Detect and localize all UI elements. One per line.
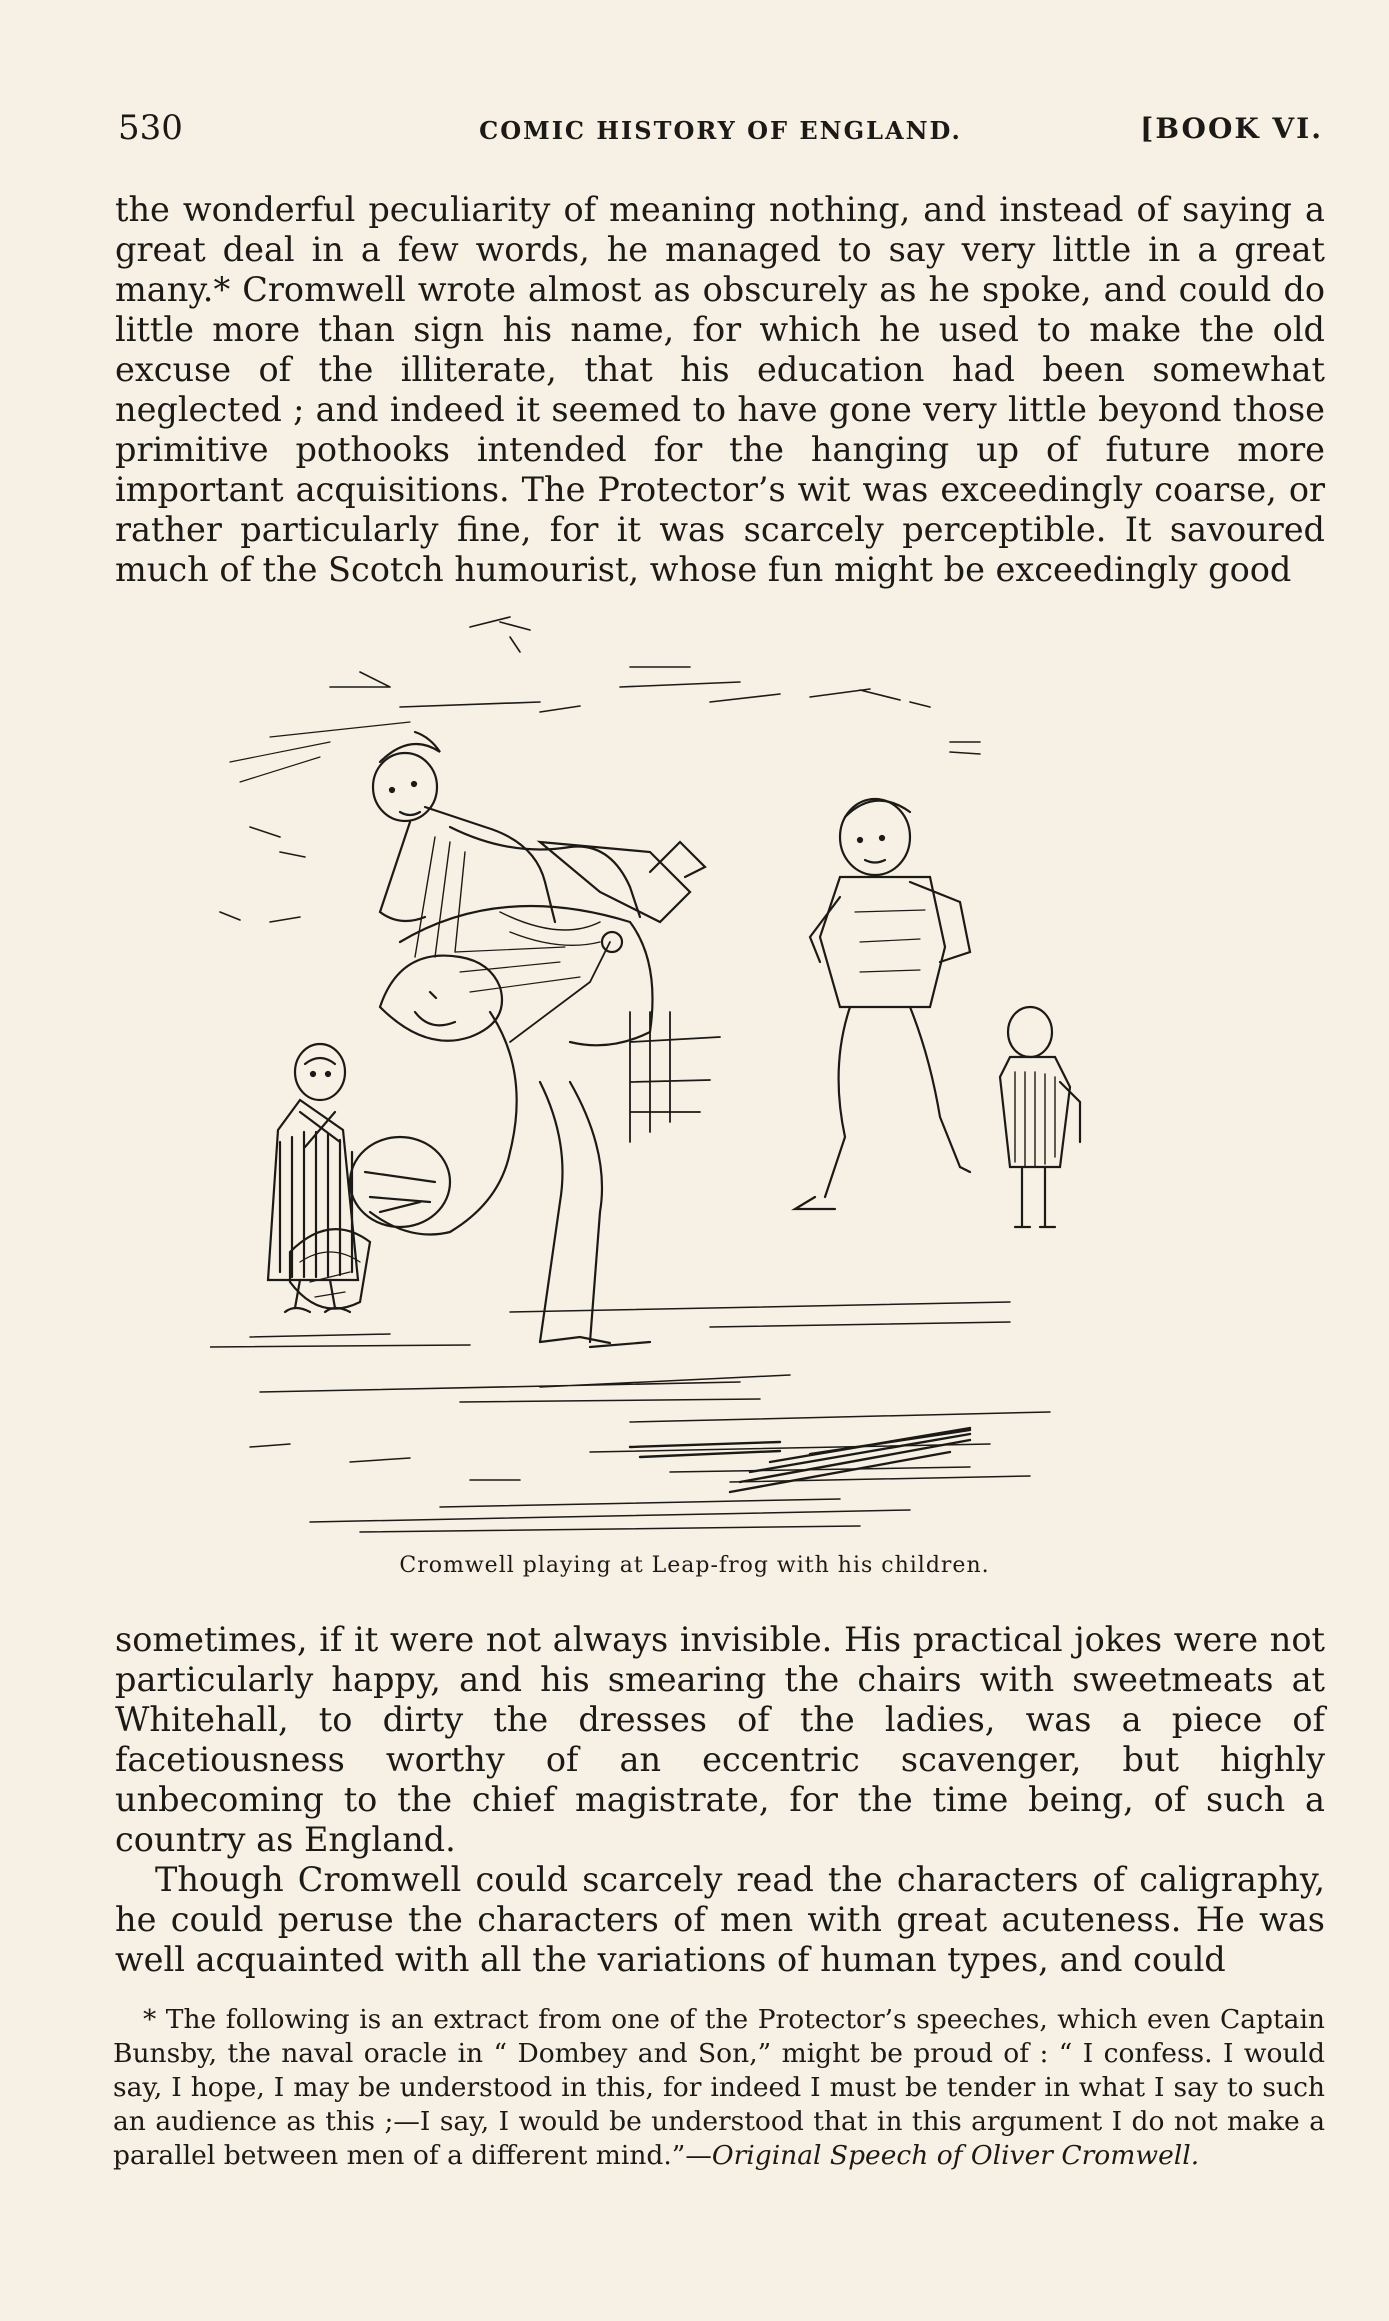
running-title: COMIC HISTORY OF ENGLAND.	[479, 116, 962, 145]
stooping-man-figure	[350, 906, 653, 1347]
standing-boy-figure	[795, 799, 970, 1209]
body-paragraph-2: sometimes, if it were not always invisible. His practical jokes were not particularly happy, and his smearing the chairs with sweetmeats at Whitehall, to dirty the dresses of the ladies, was a piece of facetiousness worthy of an eccentric scavenger, but highly unbecoming to the chief magistrate, for the time being, of such a country as England.	[115, 1620, 1325, 1859]
footnote	[113, 2003, 1325, 2173]
fallen-hat	[290, 1229, 370, 1309]
body-paragraph-3: Though Cromwell could scarcely read the characters of caligraphy, he could peruse the characters of men with great acuteness. He was well acquainted with all the variations of human types, and could	[115, 1860, 1325, 1979]
body-paragraph-1: the wonderful peculiarity of meaning nothing, and instead of saying a great deal in a few words, he managed to say very little in a great many.* Cromwell wrote almost as obscurely as he spoke, and could do little more than sign his name, for which he used to make the old excuse of the illiterate, that his education had been somewhat neglected ; and indeed it seemed to have gone very little beyond those primitive pothooks intended for the hanging up of future more important acquisitions. The Protector’s wit was exceedingly coarse, or rather particularly fine, for it was scarcely perceptible. It savoured much of the Scotch humourist, whose fun might be exceedingly good	[115, 190, 1325, 589]
page-header	[118, 108, 1323, 158]
leaping-girl-figure	[373, 732, 705, 957]
small-girl-figure	[268, 1044, 358, 1312]
footnote-text: * The following is an extract from one of the Protector’s speeches, which even Captain Bunsby, the naval oracle in “ Dombey and Son,” might be proud of : “ I confess. I would say, I hope, I may be understood in this, for indeed I must be tender in what I say to such an audience as this ;—I say, I would be understood that in this argument I do not make a parallel between men of a different mind.”—	[113, 2004, 1325, 2171]
fence	[630, 1012, 720, 1142]
figure-caption: Cromwell playing at Leap-frog with his children.	[399, 1553, 990, 1578]
footnote-source: Original Speech of Oliver Cromwell.	[711, 2140, 1200, 2171]
ground-hatching	[210, 1302, 1050, 1532]
page-number: 530	[118, 108, 183, 148]
book-reference: [BOOK VI.	[1140, 112, 1323, 145]
toddler-figure	[1000, 1007, 1080, 1227]
leapfrog-illustration	[210, 612, 1210, 1542]
shadow-hatching	[630, 1428, 970, 1492]
